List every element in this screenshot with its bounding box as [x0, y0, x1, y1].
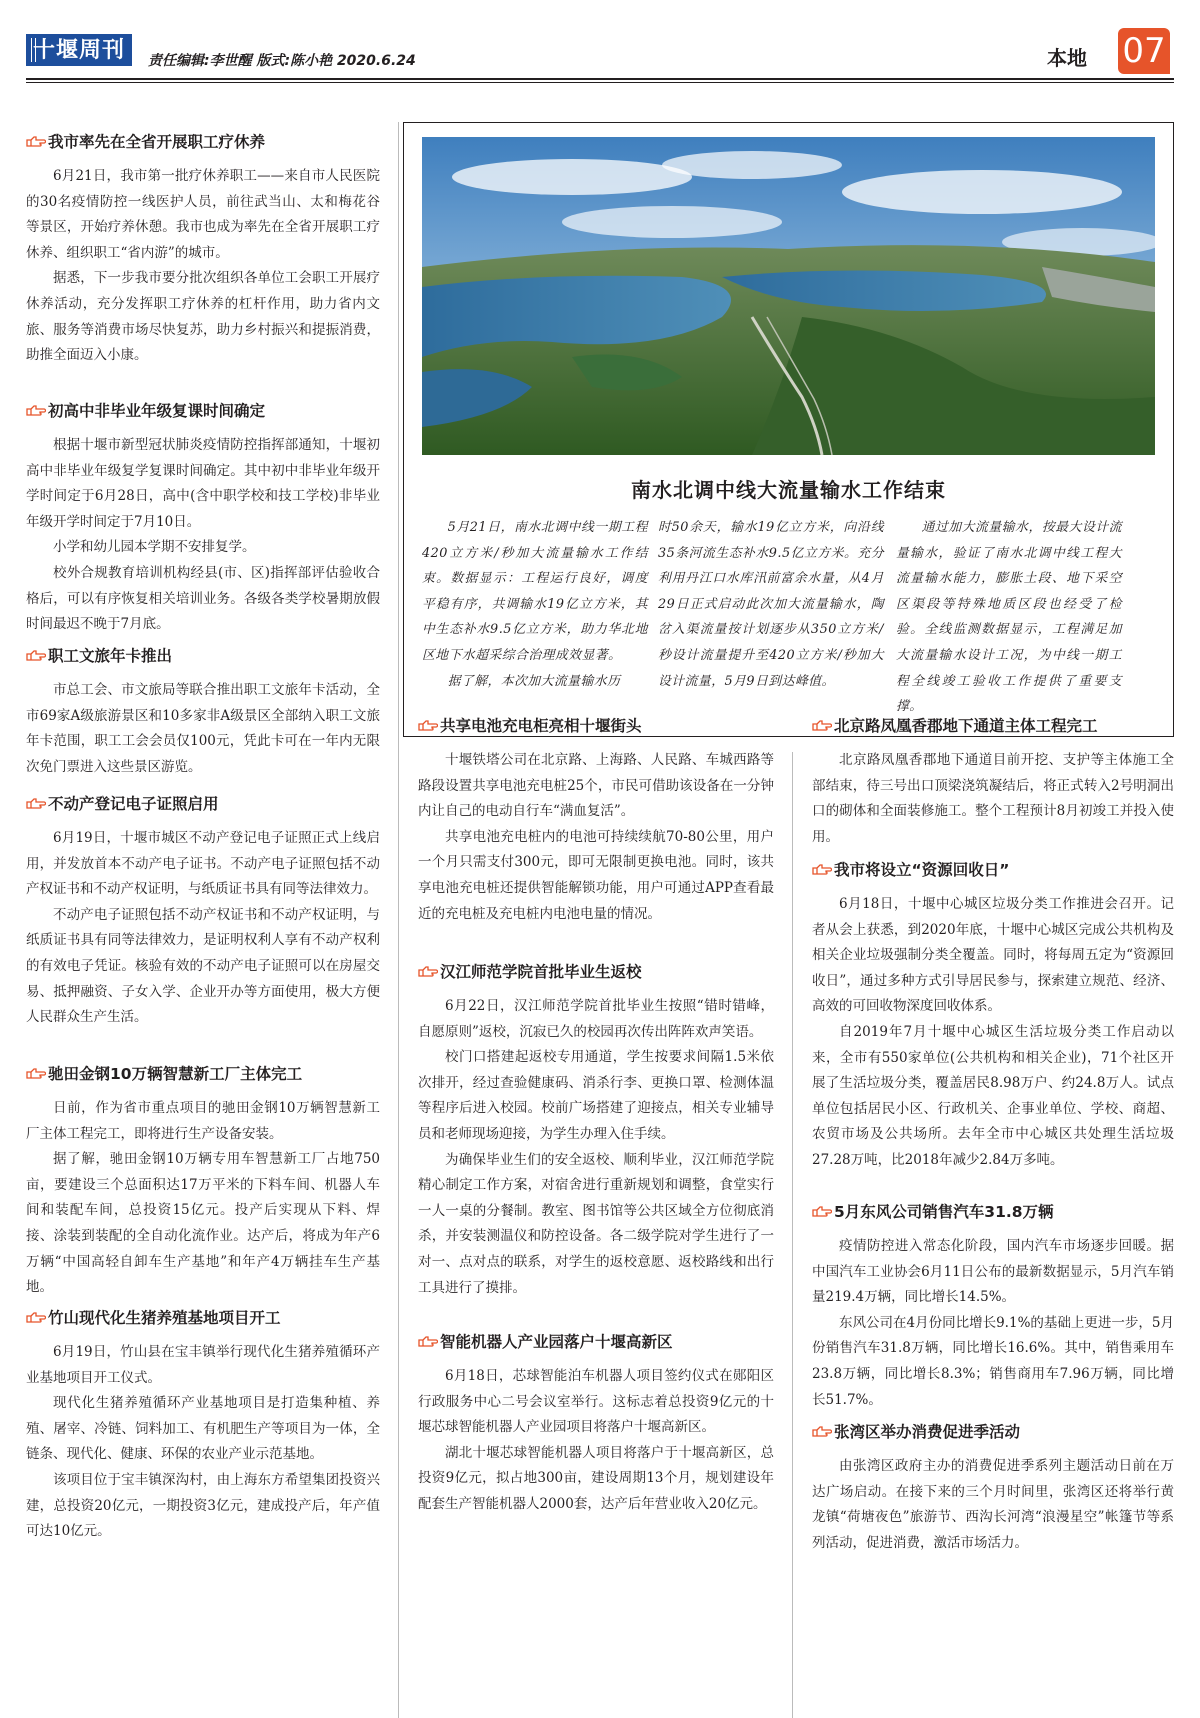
feature-story-box [403, 122, 1174, 737]
article-paragraph: 东风公司在4月份同比增长9.1%的基础上更进一步，5月份销售汽车31.8万辆，同比增长16.6%。其中，销售乘用车23.8万辆，同比增长8.3%；销售商用车7.96万辆，同比增长51.7%。 [812, 1314, 1174, 1408]
header-rule-thin [26, 82, 1174, 83]
feature-column-2 [658, 515, 884, 694]
article-paragraph: 6月18日，十堰中心城区垃圾分类工作推进会召开。记者从会上获悉，到2020年底，十堰中心城区完成公共机构及相关企业垃圾强制分类全覆盖。同时，将每周五定为“资源回收日”，通过多种方式引导居民参与，探索建立规范、经济、高效的可回收物深度回收体系。 [812, 896, 1174, 1015]
article-headline [26, 644, 380, 668]
article-headline [26, 130, 380, 154]
article-paragraph: 6月19日，十堰市城区不动产登记电子证照正式上线启用，并发放首本不动产电子证书。不动产电子证照包括不动产权证书和不动产权证明，与纸质证书具有同等法律效力。 [26, 830, 380, 898]
article-paragraph: 北京路凤凰香郡地下通道目前开挖、支护等主体施工全部结束，待三号出口顶梁浇筑凝结后，将正式转入2号明洞出口的砌体和全面装修施工。整个工程预计8月初竣工并投入使用。 [812, 752, 1174, 845]
article-headline [418, 1330, 774, 1354]
article-headline [812, 714, 1174, 738]
article-body [812, 892, 1174, 1174]
pointing-hand-icon [26, 1312, 46, 1324]
column-divider-right [792, 752, 793, 1718]
pointing-hand-icon [26, 1068, 46, 1080]
article-chitian-factory [26, 1062, 380, 1301]
article-headline [26, 792, 380, 816]
feature-headline: 南水北调中线大流量输水工作结束 [631, 478, 946, 502]
feature-paragraph: 通过加大流量输水，按最大设计流量输水，验证了南水北调中线工程大流量输水能力，膨胀土段、地下采空区渠段等特殊地质区段也经受了检验。全线监测数据显示，工程满足加大流量输水设计工况，为中线一期工程全线竣工验收工作提供了重要支撑。 [896, 520, 1122, 715]
headline-text: 我市率先在全省开展职工疗休养 [48, 133, 266, 151]
article-body [812, 1454, 1174, 1556]
pointing-hand-icon [812, 864, 832, 876]
header-rule [26, 78, 1174, 80]
column-divider-left [398, 122, 399, 1718]
article-property-e-certificate [26, 792, 380, 1031]
feature-paragraph: 据了解，本次加大流量输水历 [447, 673, 621, 689]
article-paragraph: 6月21日，我市第一批疗休养职工——来自市人民医院的30名疫情防控一线医护人员，前往武当山、太和梅花谷等景区，开始疗养休憩。我市也成为率先在全省开展职工疗休养、组织职工“省内游”的城市。 [26, 168, 380, 261]
article-body [418, 1364, 774, 1518]
article-paragraph: 该项目位于宝丰镇深沟村，由上海东方希望集团投资兴建，总投资20亿元，一期投资3亿元，建成投产后，年产值可达10亿元。 [26, 1471, 380, 1540]
headline-text: 张湾区举办消费促进季活动 [834, 1423, 1021, 1441]
article-body [812, 748, 1174, 850]
pointing-hand-icon [418, 1336, 438, 1348]
headline-text: 竹山现代化生猪养殖基地项目开工 [48, 1309, 281, 1327]
article-paragraph: 现代化生猪养殖循环产业基地项目是打造集种植、养殖、屠宰、冷链、饲料加工、有机肥生产等项目为一体，全链条、现代化、健康、环保的农业产业示范基地。 [26, 1395, 380, 1463]
editor-credits: 责任编辑:李世醒 版式:陈小艳 2020.6.24 [148, 53, 416, 69]
article-paragraph: 校外合规教育培训机构经县(市、区)指挥部评估验收合格后，可以有序恢复相关培训业务。各级各类学校暑期放假时间最迟不晚于7月底。 [26, 564, 380, 633]
reservoir-aerial-photo [422, 137, 1155, 455]
feature-column-1 [422, 515, 648, 694]
article-paragraph: 6月19日，竹山县在宝丰镇举行现代化生猪养殖循环产业基地项目开工仪式。 [26, 1344, 380, 1386]
article-workers-recuperation [26, 130, 380, 369]
article-body [26, 1340, 380, 1545]
article-headline [418, 714, 774, 738]
headline-text: 北京路凤凰香郡地下通道主体工程完工 [834, 717, 1098, 735]
article-headline [26, 399, 380, 423]
masthead-logo: 十堰周刊 [26, 34, 132, 66]
feature-paragraph: 时50余天，输水19亿立方米，向沿线35条河流生态补水9.5亿立方米。充分利用丹江口水库汛前富余水量，从4月29日正式启动此次加大流量输水，陶岔入渠流量按计划逐步从350立方米/秒设计流量提升至420立方米/秒加大设计流量，5月9日到达峰值。 [658, 520, 884, 689]
article-body [26, 164, 380, 369]
section-title: 本地 [1047, 46, 1087, 70]
article-body [26, 1096, 380, 1301]
headline-text: 智能机器人产业园落户十堰高新区 [440, 1333, 673, 1351]
pointing-hand-icon [418, 720, 438, 732]
headline-text: 共享电池充电柜亮相十堰街头 [440, 717, 642, 735]
article-paragraph: 6月22日，汉江师范学院首批毕业生按照“错时错峰，自愿原则”返校，沉寂已久的校园再次传出阵阵欢声笑语。 [418, 998, 774, 1040]
pointing-hand-icon [26, 136, 46, 148]
pointing-hand-icon [418, 966, 438, 978]
article-battery-sharing [418, 714, 774, 927]
headline-text: 5月东风公司销售汽车31.8万辆 [834, 1203, 1054, 1221]
article-body [26, 433, 380, 638]
article-headline [812, 858, 1174, 882]
article-school-reopening [26, 399, 380, 638]
article-paragraph: 自2019年7月十堰中心城区生活垃圾分类工作启动以来，全市有550家单位(公共机构和相关企业)，71个社区开展了生活垃圾分类，覆盖居民8.98万户、约24.8万人。试点单位包括居民小区、行政机关、企事业单位、学校、商超、农贸市场及公共场所。去年全市中心城区共处理生活垃圾27.28万吨，比2018年减少2.84万多吨。 [812, 1023, 1174, 1168]
article-culture-tourism-card [26, 644, 380, 780]
article-paragraph: 十堰铁塔公司在北京路、上海路、人民路、车城西路等路段设置共享电池充电桩25个，市民可借助该设备在一分钟内让自己的电动自行车“满血复活”。 [418, 752, 774, 820]
feature-paragraph: 5月21日，南水北调中线一期工程420立方米/秒加大流量输水工作结束。数据显示：工程运行良好，调度平稳有序，共调输水19亿立方米，其中生态补水9.5亿立方米，助力华北地区地下水超采综合治理成效显著。 [422, 520, 648, 663]
headline-text: 不动产登记电子证照启用 [48, 795, 219, 813]
article-paragraph: 校门口搭建起返校专用通道，学生按要求间隔1.5米依次排开，经过查验健康码、消杀行李、更换口罩、检测体温等程序后进入校园。校前广场搭建了迎接点，相关专业辅导员和老师现场迎接，为学生办理入住手续。 [418, 1049, 774, 1142]
page-number-tab: 07 [1118, 28, 1170, 74]
article-headline [418, 960, 774, 984]
article-headline [812, 1200, 1174, 1224]
headline-text: 初高中非毕业年级复课时间确定 [48, 402, 266, 420]
article-paragraph: 由张湾区政府主办的消费促进季系列主题活动日前在万达广场启动。在接下来的三个月时间里，张湾区还将举行黄龙镇“荷塘夜色”旅游节、西沟长河湾“浪漫星空”帐篷节等系列活动，促进消费，激活市场活力。 [812, 1458, 1174, 1551]
article-paragraph: 湖北十堰芯球智能机器人项目将落户于十堰高新区，总投资9亿元，拟占地300亩，建设周期13个月，规划建设年配套生产智能机器人2000套，达产后年营业收入20亿元。 [418, 1444, 774, 1512]
headline-text: 驰田金钢10万辆智慧新工厂主体完工 [48, 1065, 303, 1083]
article-dongfeng-sales [812, 1200, 1174, 1413]
feature-column-3 [896, 515, 1122, 720]
article-underpass-completion [812, 714, 1174, 850]
article-paragraph: 日前，作为省市重点项目的驰田金钢10万辆智慧新工厂主体工程完工，即将进行生产设备安装。 [26, 1100, 380, 1142]
article-body [418, 748, 774, 927]
article-body [26, 678, 380, 780]
article-paragraph: 根据十堰市新型冠状肺炎疫情防控指挥部通知，十堰初高中非毕业年级复学复课时间确定。其中初中非毕业年级开学时间定于6月28日，高中(含中职学校和技工学校)非毕业年级开学时间定于7月10日。 [26, 437, 380, 530]
pointing-hand-icon [26, 650, 46, 662]
article-robot-industrial-park [418, 1330, 774, 1518]
pointing-hand-icon [26, 798, 46, 810]
article-body [26, 826, 380, 1031]
article-body [812, 1234, 1174, 1413]
article-paragraph: 市总工会、市文旅局等联合推出职工文旅年卡活动，全市69家A级旅游景区和10多家非A级景区全部纳入职工文旅年卡范围，职工工会会员仅100元，凭此卡可在一年内无限次免门票进入这些景区游览。 [26, 682, 380, 775]
article-paragraph: 据悉，下一步我市要分批次组织各单位工会职工开展疗休养活动，充分发挥职工疗休养的杠杆作用，助力省内文旅、服务等消费市场尽快复苏，助力乡村振兴和提振消费，助推全面迈入小康。 [26, 270, 380, 364]
article-paragraph: 共享电池充电桩内的电池可持续续航70-80公里，用户一个月只需支付300元，即可无限制更换电池。同时，该共享电池充电桩还提供智能解锁功能，用户可通过APP查看最近的充电桩及充电桩内电池电量的情况。 [418, 828, 774, 922]
article-headline [26, 1062, 380, 1086]
article-paragraph: 疫情防控进入常态化阶段，国内汽车市场逐步回暖。据中国汽车工业协会6月11日公布的最新数据显示，5月汽车销量219.4万辆，同比增长14.5%。 [812, 1238, 1174, 1306]
article-paragraph: 不动产电子证照包括不动产权证书和不动产权证明，与纸质证书具有同等法律效力，是证明权利人享有不动产权利的有效电子凭证。核验有效的不动产电子证照可以在房屋交易、抵押融资、子女入学、企业开办等方面使用，极大方便人民群众生产生活。 [26, 906, 380, 1026]
headline-text: 汉江师范学院首批毕业生返校 [440, 963, 642, 981]
article-body [418, 994, 774, 1301]
article-paragraph: 据了解，驰田金钢10万辆专用车智慧新工厂占地750亩，要建设三个总面积达17万平米的下料车间、机器人车间和装配车间，总投资15亿元。投产后实现从下料、焊接、涂装到装配的全自动化流作业。达产后，将成为年产6万辆“中国高轻自卸车生产基地”和年产4万辆挂车生产基地。 [26, 1151, 380, 1296]
article-headline [26, 1306, 380, 1330]
pointing-hand-icon [26, 405, 46, 417]
article-paragraph: 6月18日，芯球智能泊车机器人项目签约仪式在郧阳区行政服务中心二号会议室举行。这标志着总投资9亿元的十堰芯球智能机器人产业园项目将落户十堰高新区。 [418, 1368, 774, 1436]
article-zhushan-pig-farm [26, 1306, 380, 1545]
pointing-hand-icon [812, 1426, 832, 1438]
article-headline [812, 1420, 1174, 1444]
article-paragraph: 小学和幼儿园本学期不安排复学。 [53, 539, 256, 556]
article-recycling-day [812, 858, 1174, 1174]
article-hanjiang-graduates [418, 960, 774, 1301]
headline-text: 我市将设立“资源回收日” [834, 861, 1010, 879]
article-paragraph: 为确保毕业生们的安全返校、顺利毕业，汉江师范学院精心制定工作方案，对宿舍进行重新规划和调整，食堂实行一人一桌的分餐制。教室、图书馆等公共区域全方位彻底消杀，并安装测温仪和防控设备。各二级学院对学生进行了一对一、点对点的联系，对学生的返校意愿、返校路线和出行工具进行了摸排。 [418, 1151, 774, 1296]
pointing-hand-icon [812, 1206, 832, 1218]
headline-text: 职工文旅年卡推出 [48, 647, 173, 665]
article-consumption-season [812, 1420, 1174, 1556]
pointing-hand-icon [812, 720, 832, 732]
